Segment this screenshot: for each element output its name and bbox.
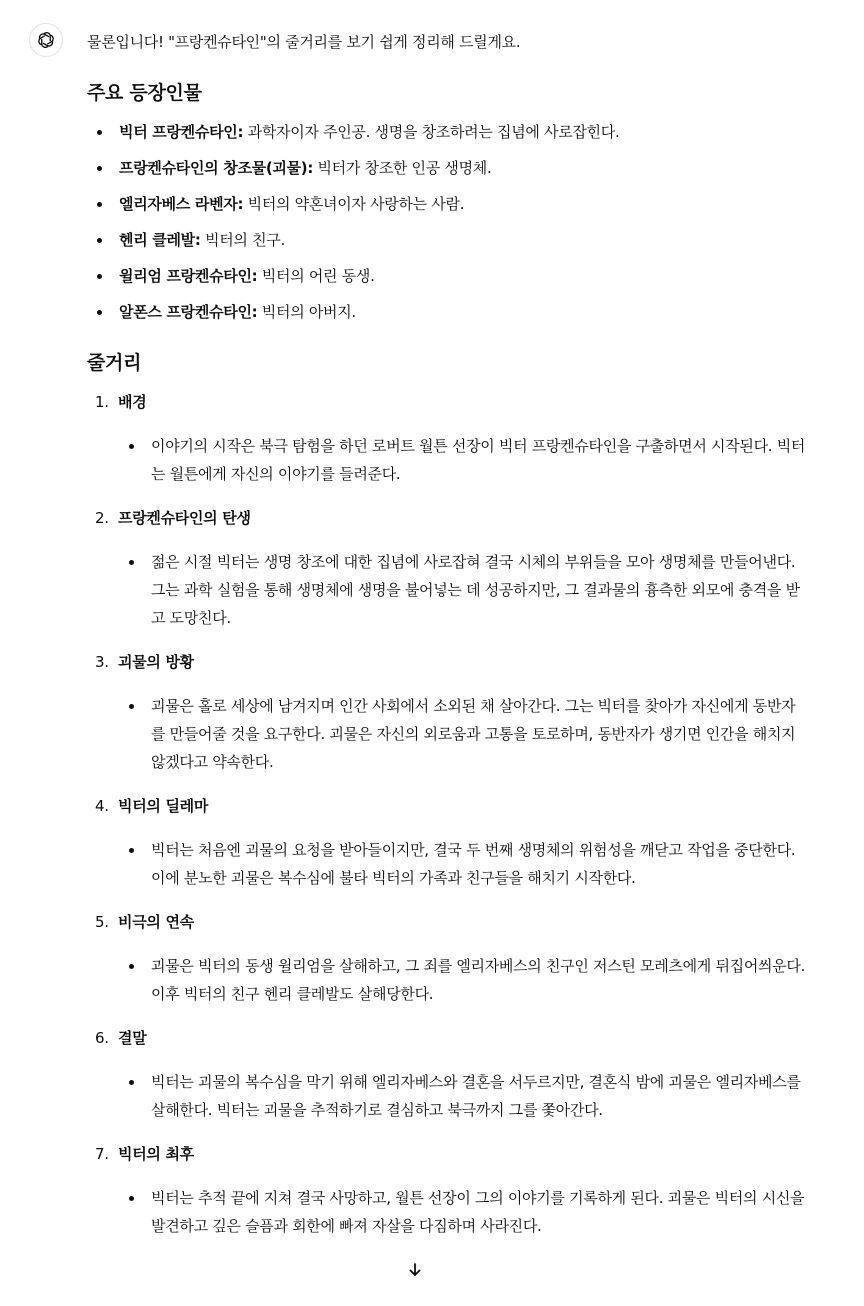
step-text: 이야기의 시작은 북극 탐험을 하던 로버트 월튼 선장이 빅터 프랑켄슈타인을 구출하면서 시작된다. 빅터는 월튼에게 자신의 이야기를 들려준다. [151, 432, 807, 488]
step-title: 결말 [118, 1029, 147, 1047]
openai-logo-icon [36, 30, 56, 50]
step-title: 비극의 연속 [118, 913, 194, 931]
plot-step [87, 908, 807, 1008]
step-number: 2. [95, 509, 109, 527]
character-desc: 빅터의 친구. [200, 231, 285, 249]
step-title: 빅터의 딜레마 [118, 797, 209, 815]
list-item [119, 154, 807, 182]
character-desc: 빅터의 약혼녀이자 사랑하는 사람. [243, 195, 465, 213]
assistant-message [87, 28, 807, 1256]
step-number: 1. [95, 393, 109, 411]
list-item [119, 118, 807, 146]
step-title: 괴물의 방황 [118, 653, 194, 671]
step-number: 6. [95, 1029, 109, 1047]
step-text: 괴물은 홀로 세상에 남겨지며 인간 사회에서 소외된 채 살아간다. 그는 빅터를 찾아가 자신에게 동반자를 만들어줄 것을 요구한다. 괴물은 자신의 외로움과 고통을 토로하며, 동반자가 생기면 인간을 해치지 않겠다고 약속한다. [151, 692, 807, 776]
intro-text: 물론입니다! "프랑켄슈타인"의 줄거리를 보기 쉽게 정리해 드릴게요. [87, 33, 521, 51]
character-name: 헨리 클레발: [119, 231, 201, 249]
step-title: 배경 [118, 393, 147, 411]
list-item [119, 262, 807, 290]
step-title: 프랑켄슈타인의 탄생 [118, 509, 251, 527]
list-item [119, 298, 807, 326]
plot-step [87, 388, 807, 488]
plot-step [87, 504, 807, 632]
plot-step [87, 792, 807, 892]
step-title: 빅터의 최후 [118, 1145, 194, 1163]
character-desc: 빅터의 아버지. [257, 303, 356, 321]
plot-step [87, 1140, 807, 1240]
plot-list [87, 388, 807, 1240]
step-number: 7. [95, 1145, 109, 1163]
step-number: 5. [95, 913, 109, 931]
plot-step [87, 648, 807, 776]
assistant-avatar [29, 23, 63, 57]
character-name: 프랑켄슈타인의 창조물(괴물): [119, 159, 314, 177]
plot-step [87, 1024, 807, 1124]
step-text: 빅터는 괴물의 복수심을 막기 위해 엘리자베스와 결혼을 서두르지만, 결혼식 밤에 괴물은 엘리자베스를 살해한다. 빅터는 괴물을 추적하기로 결심하고 북극까지 그를 쫓아간다. [151, 1068, 807, 1124]
character-name: 알폰스 프랑켄슈타인: [119, 303, 258, 321]
list-item [119, 190, 807, 218]
characters-heading: 주요 등장인물 [87, 82, 202, 104]
characters-list [87, 118, 807, 326]
character-desc: 빅터가 창조한 인공 생명체. [313, 159, 492, 177]
step-text: 젊은 시절 빅터는 생명 창조에 대한 집념에 사로잡혀 결국 시체의 부위들을 모아 생명체를 만들어낸다. 그는 과학 실험을 통해 생명체에 생명을 불어넣는 데 성공하지만, 그 결과물의 흉측한 외모에 충격을 받고 도망친다. [151, 548, 807, 632]
step-number: 4. [95, 797, 109, 815]
character-desc: 과학자이자 주인공. 생명을 창조하려는 집념에 사로잡힌다. [243, 123, 620, 141]
character-desc: 빅터의 어린 동생. [257, 267, 375, 285]
step-number: 3. [95, 653, 109, 671]
step-text: 괴물은 빅터의 동생 윌리엄을 살해하고, 그 죄를 엘리자베스의 친구인 저스틴 모레츠에게 뒤집어씌운다. 이후 빅터의 친구 헨리 클레발도 살해당한다. [151, 952, 807, 1008]
arrow-down-icon [407, 1262, 423, 1278]
character-name: 엘리자베스 라벤자: [119, 195, 244, 213]
character-name: 빅터 프랑켄슈타인: [119, 123, 244, 141]
plot-heading: 줄거리 [87, 352, 142, 374]
step-text: 빅터는 처음엔 괴물의 요청을 받아들이지만, 결국 두 번째 생명체의 위험성을 깨닫고 작업을 중단한다. 이에 분노한 괴물은 복수심에 불타 빅터의 가족과 친구들을 해치기 시작한다. [151, 836, 807, 892]
character-name: 윌리엄 프랑켄슈타인: [119, 267, 258, 285]
scroll-to-bottom-button[interactable] [402, 1257, 428, 1283]
list-item [119, 226, 807, 254]
step-text: 빅터는 추적 끝에 지쳐 결국 사망하고, 월튼 선장이 그의 이야기를 기록하게 된다. 괴물은 빅터의 시신을 발견하고 깊은 슬픔과 회한에 빠져 자살을 다짐하며 사라진다. [151, 1184, 807, 1240]
